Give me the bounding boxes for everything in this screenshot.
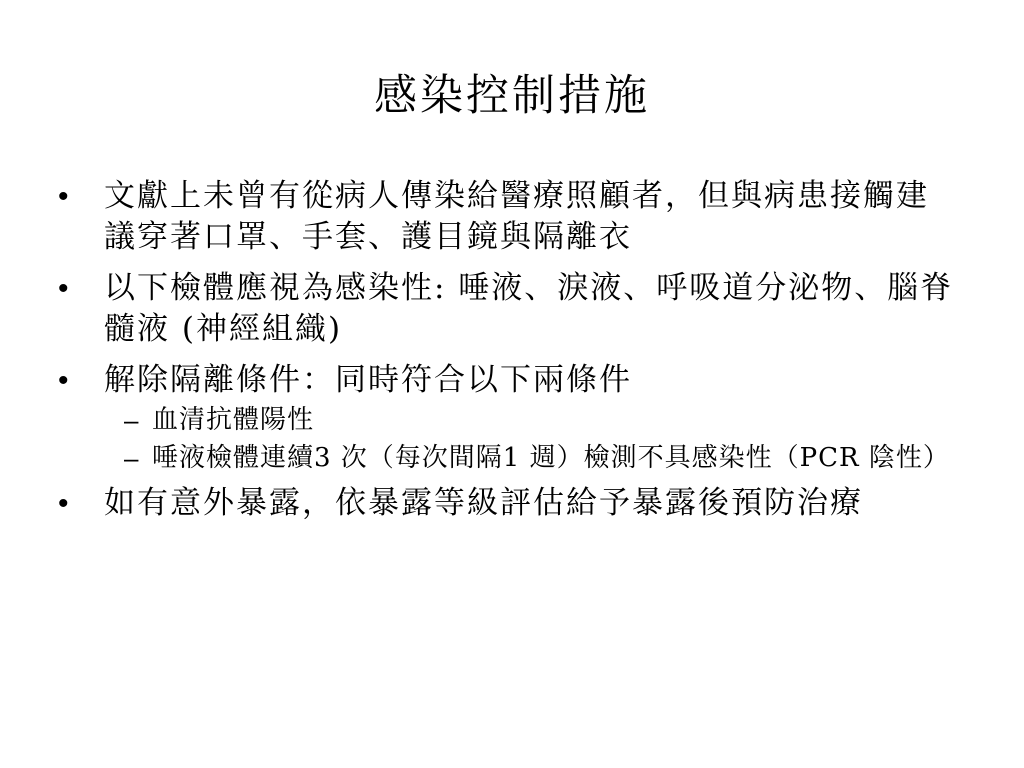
bullet-text: 如有意外暴露，依暴露等級評估給予暴露後預防治療 xyxy=(104,485,863,521)
dash-icon: – xyxy=(124,405,140,435)
bullet-text: 以下檢體應視為感染性: 唾液、淚液、呼吸道分泌物、腦脊髓液 (神經組織) xyxy=(104,270,954,347)
bullet-text: 解除隔離條件：同時符合以下兩條件 xyxy=(104,362,632,398)
bullet-item xyxy=(58,268,958,350)
bullet-icon: • xyxy=(58,364,71,397)
bullet-icon: • xyxy=(58,487,71,520)
bullet-icon: • xyxy=(58,272,71,305)
sub-item-text: 唾液檢體連續3 次（每次間隔1 週）檢測不具感染性（PCR 陰性） xyxy=(152,443,950,473)
sub-item-text: 血清抗體陽性 xyxy=(152,405,315,435)
sub-item xyxy=(124,441,958,475)
bullet-text: 文獻上未曾有從病人傳染給醫療照顧者，但與病患接觸建議穿著口罩、手套、護目鏡與隔離衣 xyxy=(104,178,929,255)
sub-item xyxy=(124,403,958,437)
bullet-item xyxy=(58,360,958,401)
slide-title: 感染控制措施 xyxy=(374,71,650,121)
slide-body xyxy=(58,176,958,534)
bullet-item xyxy=(58,483,958,524)
bullet-item xyxy=(58,176,958,258)
dash-icon: – xyxy=(124,443,140,473)
bullet-icon: • xyxy=(58,180,71,213)
